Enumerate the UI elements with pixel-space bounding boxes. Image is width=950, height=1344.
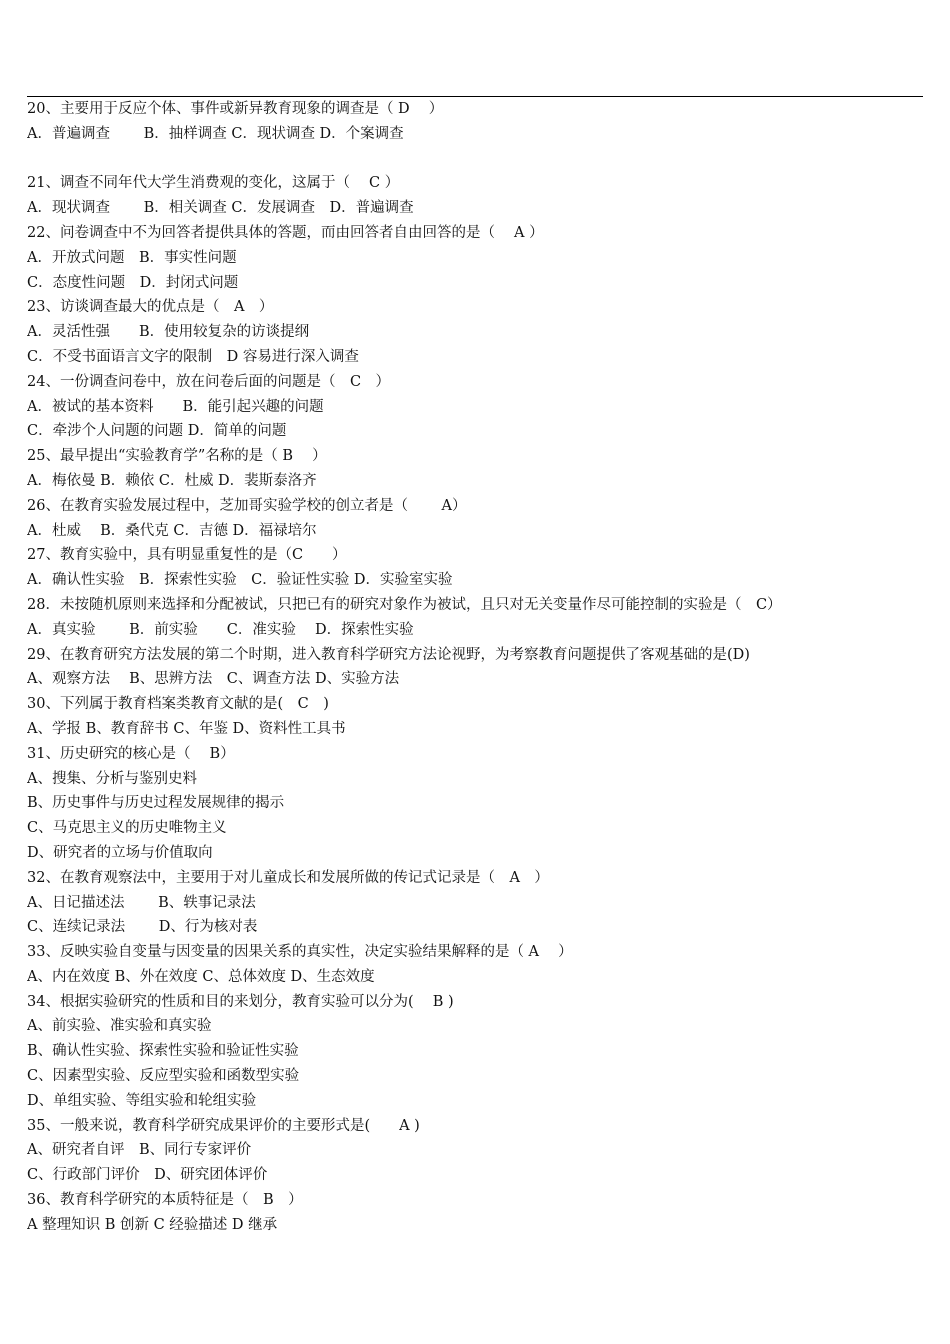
- option-text: B、确认性实验、探索性实验和验证性实验: [27, 1043, 299, 1060]
- option-text: C、连续记录法 D、行为核对表: [27, 919, 258, 936]
- question-text: 24、一份调查问卷中，放在问卷后面的问题是（ C ）: [27, 373, 391, 390]
- option-text: A、日记描述法 B、轶事记录法: [27, 894, 256, 911]
- option-text: A．被试的基本资料 B．能引起兴趣的问题: [27, 398, 324, 415]
- question-text: 26、在教育实验发展过程中，芝加哥实验学校的创立者是（ A）: [27, 497, 467, 514]
- blank-line: [27, 147, 927, 172]
- option-text: C．态度性问题 D．封闭式问题: [27, 274, 239, 291]
- option-text: A、搜集、分析与鉴别史料: [27, 770, 197, 787]
- option-text: C、马克思主义的历史唯物主义: [27, 820, 227, 837]
- option-text: A．普遍调查 B．抽样调查 C．现状调查 D．个案调查: [27, 125, 404, 142]
- option-text: D、单组实验、等组实验和轮组实验: [27, 1092, 257, 1109]
- option-text: A．真实验 B．前实验 C．准实验 D．探索性实验: [27, 621, 414, 638]
- option-text: A．确认性实验 B．探索性实验 C．验证性实验 D．实验室实验: [27, 572, 453, 589]
- question-text: 28．未按随机原则来选择和分配被试，只把已有的研究对象作为被试，且只对无关变量作尽可能控制的实验是（ C）: [27, 596, 782, 613]
- question-text: 29、在教育研究方法发展的第二个时期，进入教育科学研究方法论视野，为考察教育问题提供了客观基础的是(D): [27, 646, 750, 663]
- question-text: 23、访谈调查最大的优点是（ A ）: [27, 299, 274, 316]
- option-text: A、前实验、准实验和真实验: [27, 1018, 212, 1035]
- question-text: 27、教育实验中，具有明显重复性的是（C ）: [27, 547, 347, 564]
- question-text: 30、下列属于教育档案类教育文献的是( C ): [27, 696, 329, 713]
- question-text: 35、一般来说，教育科学研究成果评价的主要形式是( A ): [27, 1117, 420, 1134]
- question-list: [27, 97, 927, 1238]
- option-text: C．牵涉个人问题的问题 D．简单的问题: [27, 423, 287, 440]
- option-text: D、研究者的立场与价值取向: [27, 844, 213, 861]
- option-text: A、研究者自评 B、同行专家评价: [27, 1142, 252, 1159]
- option-text: C、因素型实验、反应型实验和函数型实验: [27, 1068, 300, 1085]
- question-text: 33、反映实验自变量与因变量的因果关系的真实性，决定实验结果解释的是（ A ）: [27, 944, 573, 961]
- question-text: 34、根据实验研究的性质和目的来划分，教育实验可以分为( B ): [27, 993, 454, 1010]
- option-text: A．杜威 B．桑代克 C．吉德 D．福禄培尔: [27, 522, 317, 539]
- question-text: 32、在教育观察法中，主要用于对儿童成长和发展所做的传记式记录是（ A ）: [27, 869, 549, 886]
- option-text: A．开放式问题 B．事实性问题: [27, 249, 237, 266]
- option-text: B、历史事件与历史过程发展规律的揭示: [27, 795, 285, 812]
- option-text: C、行政部门评价 D、研究团体评价: [27, 1167, 268, 1184]
- option-text: A．梅依曼 B．赖依 C．杜威 D．裴斯泰洛齐: [27, 472, 317, 489]
- option-text: A 整理知识 B 创新 C 经验描述 D 继承: [27, 1216, 278, 1233]
- option-text: A、观察方法 B、思辨方法 C、调查方法 D、实验方法: [27, 671, 400, 688]
- option-text: A、内在效度 B、外在效度 C、总体效度 D、生态效度: [27, 968, 375, 985]
- question-text: 21、调查不同年代大学生消费观的变化，这属于（ C ）: [27, 175, 400, 192]
- option-text: A．现状调查 B．相关调查 C．发展调查 D．普遍调查: [27, 200, 414, 217]
- question-text: 25、最早提出“实验教育学”名称的是（ B ）: [27, 448, 327, 465]
- option-text: C．不受书面语言文字的限制 D 容易进行深入调查: [27, 348, 359, 365]
- option-text: A．灵活性强 B．使用较复杂的访谈提纲: [27, 324, 310, 341]
- question-text: 20、主要用于反应个体、事件或新异教育现象的调查是（ D ）: [27, 101, 444, 117]
- question-text: 22、问卷调查中不为回答者提供具体的答题，而由回答者自由回答的是（ A ）: [27, 224, 544, 241]
- question-text: 31、历史研究的核心是（ B）: [27, 745, 235, 762]
- option-text: A、学报 B、教育辞书 C、年鉴 D、资料性工具书: [27, 720, 346, 737]
- question-text: 36、教育科学研究的本质特征是（ B ）: [27, 1192, 303, 1209]
